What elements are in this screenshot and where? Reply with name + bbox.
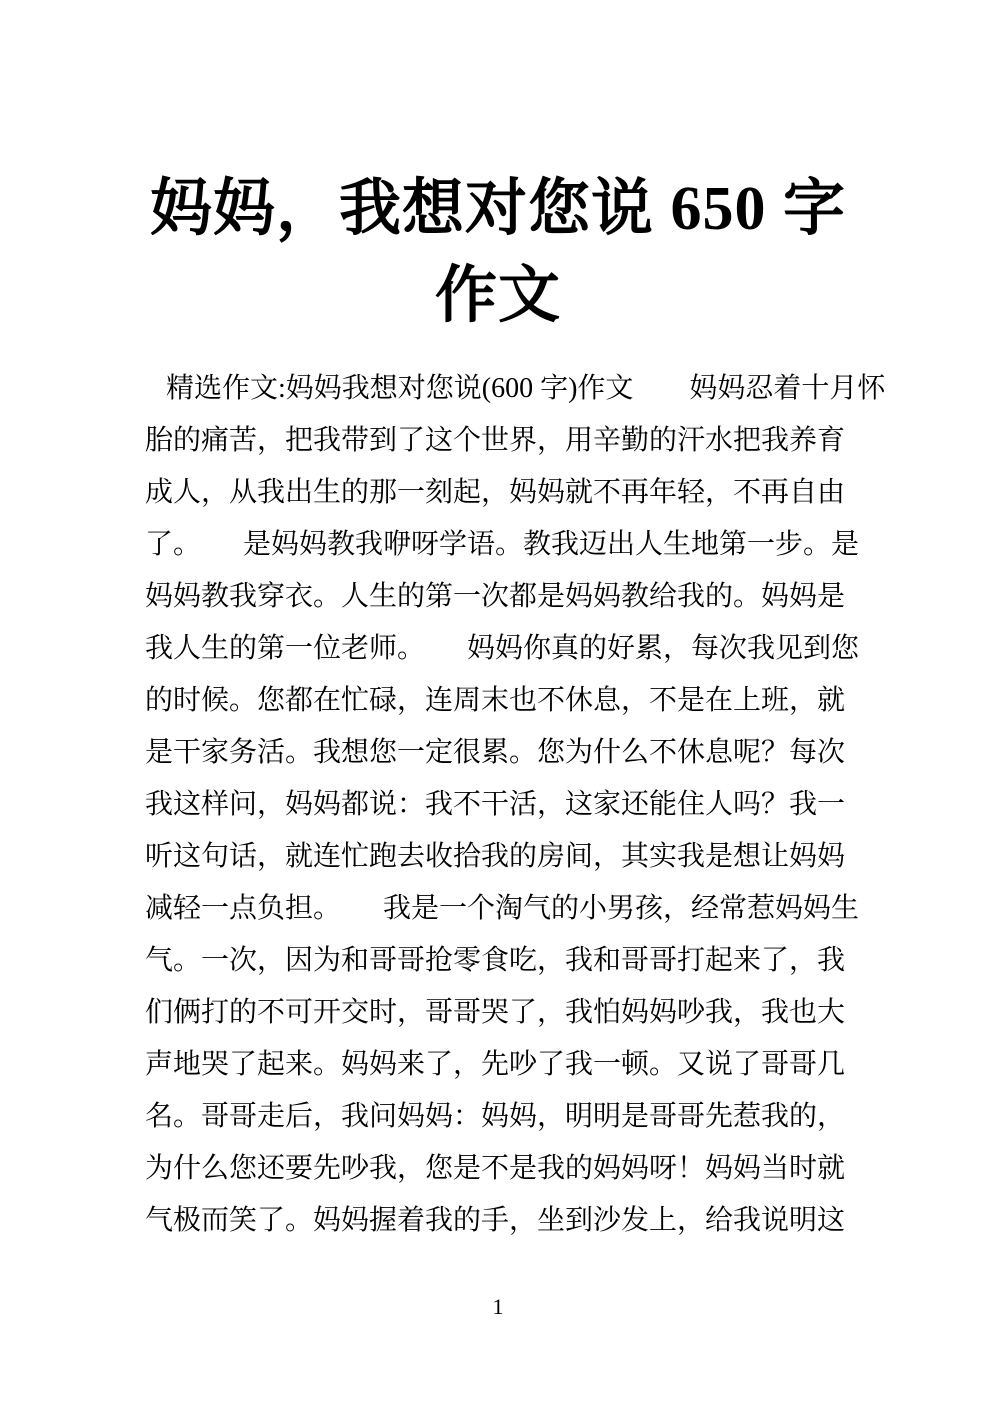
body-text-line: 我人生的第一位老师。 妈妈你真的好累，每次我见到您 xyxy=(145,633,860,664)
body-text-line: 为什么您还要先吵我，您是不是我的妈妈呀！妈妈当时就 xyxy=(145,1153,846,1184)
body-text-line: 了。 是妈妈教我咿呀学语。教我迈出人生地第一步。是 xyxy=(145,529,860,560)
body-text-line: 听这句话，就连忙跑去收拾我的房间，其实我是想让妈妈 xyxy=(145,841,846,872)
body-text-line: 们俩打的不可开交时，哥哥哭了，我怕妈妈吵我，我也大 xyxy=(145,997,846,1028)
body-text-line: 是干家务活。我想您一定很累。您为什么不休息呢？每次 xyxy=(145,737,846,768)
title-line: 妈妈，我想对您说 650 字 xyxy=(149,175,846,243)
body-text-line: 胎的痛苦，把我带到了这个世界，用辛勤的汗水把我养育 xyxy=(145,425,846,456)
page-footer xyxy=(145,1293,851,1321)
page-number: 1 xyxy=(492,1294,504,1319)
body-text-line: 精选作文:妈妈我想对您说(600 字)作文 妈妈忍着十月怀 xyxy=(166,373,886,404)
body-text-line: 妈妈教我穿衣。人生的第一次都是妈妈教给我的。妈妈是 xyxy=(145,581,846,612)
document-body xyxy=(145,363,886,1247)
document-content xyxy=(145,0,886,1247)
body-text-line: 声地哭了起来。妈妈来了，先吵了我一顿。又说了哥哥几 xyxy=(145,1049,846,1080)
body-text-line: 我这样问，妈妈都说：我不干活，这家还能住人吗？我一 xyxy=(145,789,846,820)
body-text-line: 的时候。您都在忙碌，连周末也不休息，不是在上班，就 xyxy=(145,685,846,716)
document-title xyxy=(145,166,851,340)
body-text-line: 气。一次，因为和哥哥抢零食吃，我和哥哥打起来了，我 xyxy=(145,945,846,976)
body-text-line: 成人，从我出生的那一刻起，妈妈就不再年轻，不再自由 xyxy=(145,477,846,508)
body-text-line: 气极而笑了。妈妈握着我的手，坐到沙发上，给我说明这 xyxy=(145,1205,846,1236)
title-line: 作文 xyxy=(434,262,561,330)
body-text-line: 名。哥哥走后，我问妈妈：妈妈，明明是哥哥先惹我的， xyxy=(145,1101,846,1132)
body-text-line: 减轻一点负担。 我是一个淘气的小男孩，经常惹妈妈生 xyxy=(145,893,860,924)
